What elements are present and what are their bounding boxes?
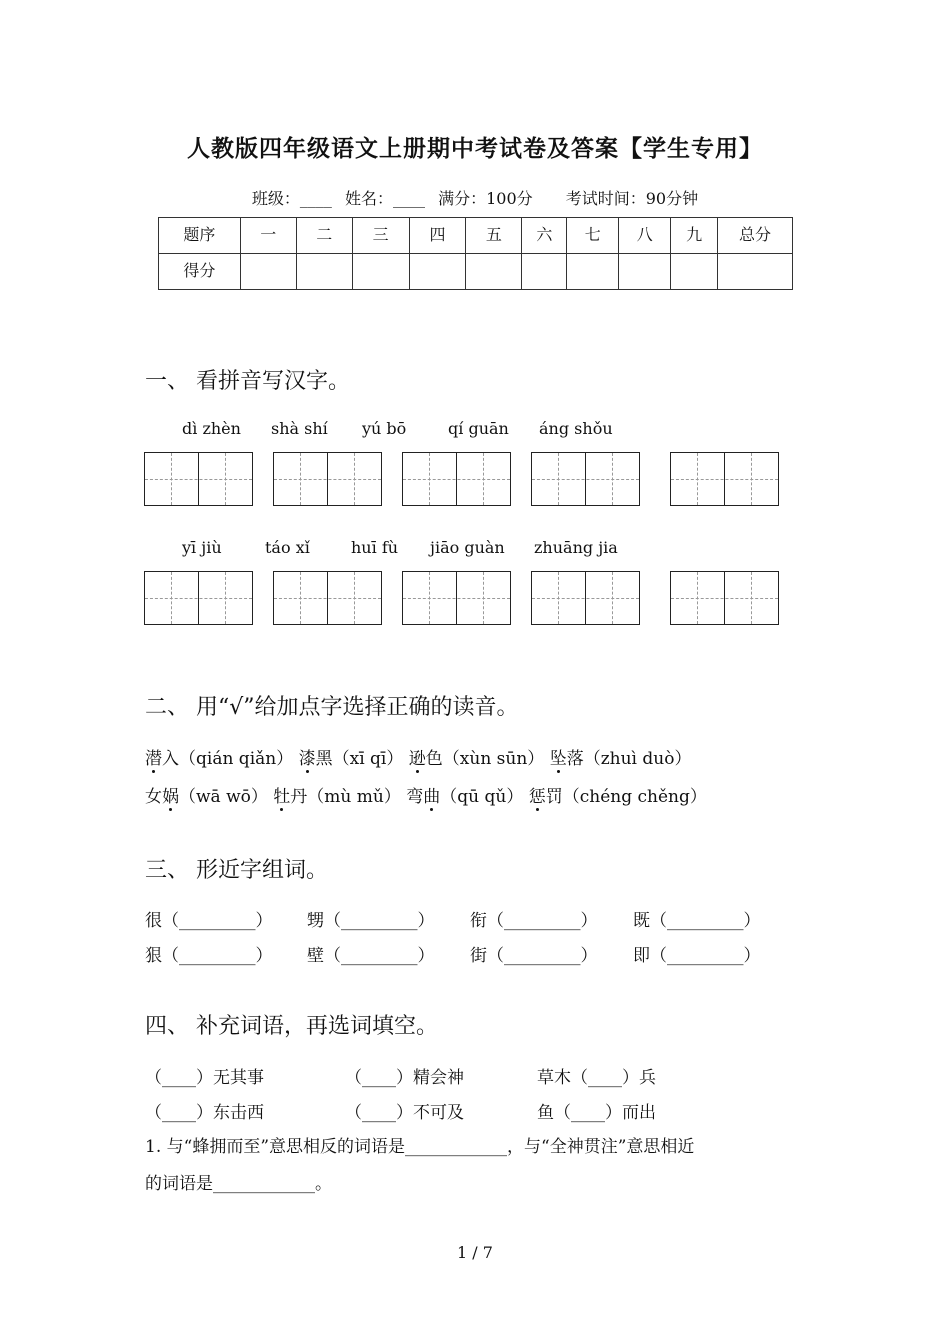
- table-cell: 总分: [718, 218, 793, 254]
- table-cell: 得分: [159, 254, 241, 290]
- score-cell[interactable]: [466, 254, 522, 290]
- writing-grid[interactable]: [670, 571, 779, 625]
- section3-heading: 三、 形近字组词。: [145, 858, 328, 883]
- score-cell[interactable]: [671, 254, 718, 290]
- name-label: 姓名：____: [344, 189, 425, 208]
- word-item[interactable]: 街（_________）: [470, 946, 598, 966]
- word-item[interactable]: 壁（_________）: [307, 946, 435, 966]
- table-cell: 二: [296, 218, 352, 254]
- section4-heading: 四、 补充词语，再选词填空。: [145, 1014, 438, 1039]
- idiom-item[interactable]: （____）无其事: [145, 1068, 264, 1088]
- full-score: 满分：100分: [438, 189, 533, 208]
- word-item[interactable]: 既（_________）: [633, 911, 761, 931]
- table-cell: 八: [619, 218, 671, 254]
- writing-grid[interactable]: [531, 571, 640, 625]
- score-cell[interactable]: [522, 254, 567, 290]
- score-cell[interactable]: [296, 254, 352, 290]
- pinyin-label: huī fù: [351, 538, 399, 557]
- idiom-item[interactable]: 草木（____）兵: [537, 1068, 656, 1088]
- reading-item[interactable]: 惩罚（chéng chěng）: [529, 787, 707, 807]
- reading-line-2: [145, 782, 707, 807]
- exam-info: [0, 186, 950, 209]
- score-cell[interactable]: [718, 254, 793, 290]
- pinyin-label: yú bō: [362, 419, 407, 438]
- reading-item[interactable]: 牡丹（mù mǔ）: [273, 787, 401, 807]
- pinyin-label: áng shǒu: [539, 419, 613, 438]
- idiom-item[interactable]: 鱼（____）而出: [537, 1103, 656, 1123]
- class-label: 班级：____: [251, 189, 332, 208]
- question-1: 1. 与“蜂拥而至”意思相反的词语是____________，与“全神贯注”意思相近: [145, 1137, 695, 1157]
- score-table-row: [159, 254, 793, 290]
- pinyin-label: jiāo guàn: [430, 538, 505, 557]
- word-item[interactable]: 即（_________）: [633, 946, 761, 966]
- score-table-header: [159, 218, 793, 254]
- writing-grid[interactable]: [144, 571, 253, 625]
- table-cell: 九: [671, 218, 718, 254]
- word-item[interactable]: 甥（_________）: [307, 911, 435, 931]
- pinyin-label: yī jiù: [182, 538, 222, 557]
- writing-grid[interactable]: [402, 452, 511, 506]
- score-cell[interactable]: [567, 254, 619, 290]
- writing-grid[interactable]: [670, 452, 779, 506]
- score-cell[interactable]: [409, 254, 466, 290]
- score-table: [158, 217, 793, 290]
- score-cell[interactable]: [352, 254, 409, 290]
- word-item[interactable]: 狠（_________）: [145, 946, 273, 966]
- pinyin-label: zhuāng jia: [534, 538, 618, 557]
- reading-item[interactable]: 漆黑（xī qī）: [299, 749, 404, 769]
- writing-grid[interactable]: [402, 571, 511, 625]
- word-item[interactable]: 衔（_________）: [470, 911, 598, 931]
- writing-grid[interactable]: [531, 452, 640, 506]
- idiom-item[interactable]: （____）精会神: [345, 1068, 464, 1088]
- pinyin-label: dì zhèn: [182, 419, 241, 438]
- reading-item[interactable]: 弯曲（qū qǔ）: [406, 787, 523, 807]
- writing-grid[interactable]: [144, 452, 253, 506]
- writing-grid[interactable]: [273, 571, 382, 625]
- reading-item[interactable]: 逊色（xùn sūn）: [409, 749, 545, 769]
- pinyin-label: shà shí: [271, 419, 328, 438]
- question-1-cont: 的词语是____________。: [145, 1174, 332, 1194]
- reading-item[interactable]: 女娲（wā wō）: [145, 787, 268, 807]
- table-cell: 七: [567, 218, 619, 254]
- table-cell: 题序: [159, 218, 241, 254]
- section1-heading: 一、 看拼音写汉字。: [145, 369, 350, 394]
- table-cell: 六: [522, 218, 567, 254]
- section2-heading: 二、 用“√”给加点字选择正确的读音。: [145, 695, 519, 720]
- table-cell: 五: [466, 218, 522, 254]
- page-title: 人教版四年级语文上册期中考试卷及答案【学生专用】: [187, 135, 763, 162]
- reading-item[interactable]: 坠落（zhuì duò）: [550, 749, 692, 769]
- score-cell[interactable]: [619, 254, 671, 290]
- reading-item[interactable]: 潜入（qián qiǎn）: [145, 749, 293, 769]
- reading-line-1: [145, 744, 691, 769]
- page-number: 1 / 7: [457, 1243, 493, 1262]
- pinyin-label: táo xǐ: [265, 538, 310, 557]
- pinyin-label: qí guān: [448, 419, 509, 438]
- writing-grid[interactable]: [273, 452, 382, 506]
- exam-time: 考试时间：90分钟: [565, 189, 699, 208]
- table-cell: 四: [409, 218, 466, 254]
- score-cell[interactable]: [240, 254, 296, 290]
- idiom-item[interactable]: （____）不可及: [345, 1103, 464, 1123]
- idiom-item[interactable]: （____）东击西: [145, 1103, 264, 1123]
- table-cell: 一: [240, 218, 296, 254]
- table-cell: 三: [352, 218, 409, 254]
- word-item[interactable]: 很（_________）: [145, 911, 273, 931]
